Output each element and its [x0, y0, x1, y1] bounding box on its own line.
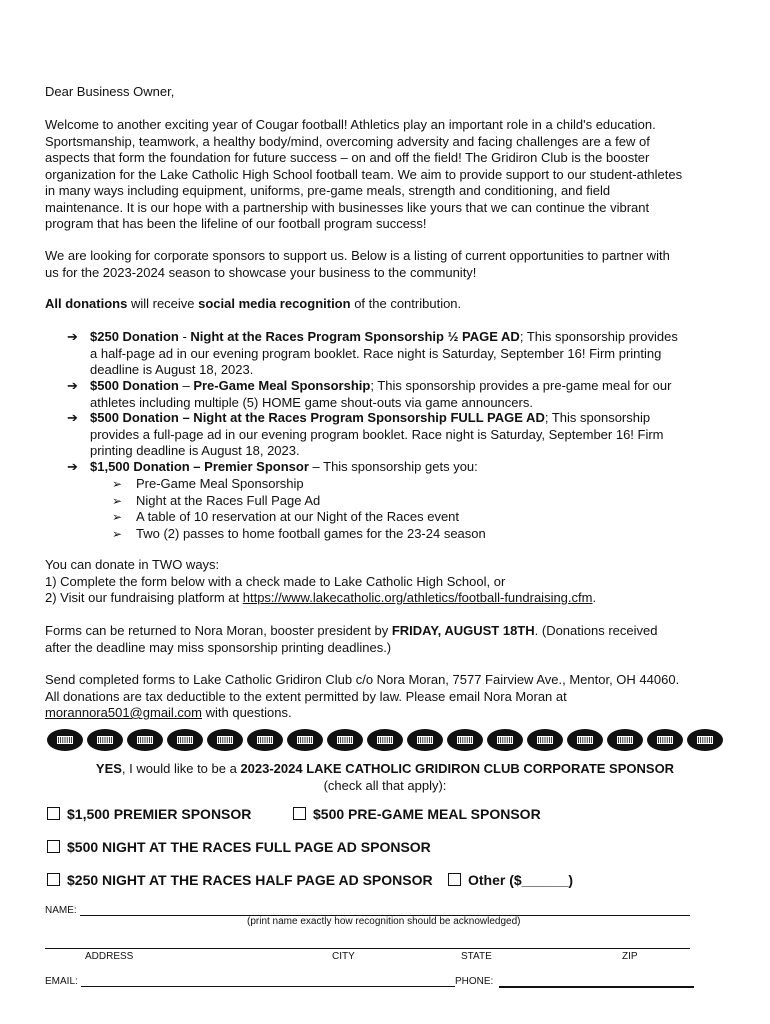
donate-post: . [592, 590, 597, 605]
donate-option-1: 1) Complete the form below with a check made to Lake Catholic High School, or [45, 573, 506, 589]
forms-post: . (Donations received [534, 623, 658, 638]
arrowhead-icon: ➢ [112, 510, 123, 524]
arrow-icon: ➔ [67, 329, 78, 344]
phone-field[interactable] [499, 986, 694, 988]
meal-label: $500 PRE-GAME MEAL SPONSOR [313, 806, 541, 822]
all-donations-mid: will receive [127, 296, 199, 311]
football-icon [607, 729, 643, 751]
football-icon [447, 729, 483, 751]
option-title: Pre-Game Meal Sponsorship [193, 378, 371, 393]
arrow-icon: ➔ [67, 459, 78, 474]
name-label: NAME: [45, 905, 77, 916]
option-500-full-line [90, 410, 650, 427]
football-icon [327, 729, 363, 751]
fundraising-link[interactable]: https://www.lakecatholic.org/athletics/football-fundraising.cfm [242, 590, 593, 605]
option-sep: – [178, 378, 194, 393]
option-rest: – This sponsorship gets you: [308, 459, 478, 474]
phone-label: PHONE: [455, 976, 494, 987]
football-icon [367, 729, 403, 751]
option-rest: ; This sponsorship provides a pre-game meal for our [370, 378, 672, 393]
option-1500-line [90, 459, 478, 476]
football-icon [407, 729, 443, 751]
intro-line: Welcome to another exciting year of Cougar football! Athletics play an important role in a child's education. [45, 117, 656, 132]
option-line: a half-page ad in our evening program booklet. Race night is Saturday, September 16! Firm printing [90, 345, 662, 361]
donate-heading: You can donate in TWO ways: [45, 557, 220, 572]
email-link[interactable]: morannora501@gmail.com [45, 705, 202, 720]
option-amount: $500 Donation [90, 378, 179, 393]
premier-item: A table of 10 reservation at our Night of the Races event [136, 509, 460, 524]
intro-line: program that has been the lifeline of our football program success! [45, 216, 427, 231]
option-amount: $250 Donation [90, 329, 179, 344]
premier-label: $1,500 PREMIER SPONSOR [67, 806, 252, 822]
premier-item: Pre-Game Meal Sponsorship [136, 476, 304, 491]
option-full-page [47, 839, 431, 855]
send-line-1: Send completed forms to Lake Catholic Gridiron Club c/o Nora Moran, 7577 Fairview Ave., Mentor, OH 44060. [45, 672, 680, 687]
zip-label: ZIP [622, 951, 638, 962]
football-icon [167, 729, 203, 751]
greeting: Dear Business Owner, [45, 84, 175, 99]
option-line: provides a full-page ad in our evening program booklet. Race night is Saturday, September 16! Firm [90, 426, 664, 442]
option-250-line [90, 329, 678, 346]
email-label: EMAIL: [45, 976, 78, 987]
city-label: CITY [332, 951, 355, 962]
state-label: STATE [461, 951, 492, 962]
option-sep: - [178, 329, 191, 344]
option-half-page [47, 872, 433, 888]
address-field[interactable] [45, 948, 690, 949]
premier-item: Night at the Races Full Page Ad [136, 492, 321, 508]
intro-line: in many ways including equipment, uniforms, pre-game meals, strength and conditioning, and field [45, 183, 611, 198]
other-checkbox[interactable] [448, 873, 461, 886]
premier-item: Two (2) passes to home football games for the 23-24 season [136, 525, 486, 541]
football-icon [87, 729, 123, 751]
option-rest: ; This sponsorship [544, 410, 651, 425]
deadline-bold: FRIDAY, AUGUST 18TH [391, 623, 535, 638]
option-title: $1,500 Donation – Premier Sponsor [90, 459, 309, 474]
arrowhead-icon: ➢ [112, 493, 123, 508]
sponsor-title-bold: 2023-2024 LAKE CATHOLIC GRIDIRON CLUB CORPORATE SPONSOR [240, 761, 675, 776]
half-page-checkbox[interactable] [47, 873, 60, 886]
intro-line: Sportsmanship, teamwork, a healthy body/mind, overcoming adversity and facing challenges are a few of [45, 133, 650, 149]
check-all-text: (check all that apply): [323, 777, 447, 793]
email-field[interactable] [81, 986, 455, 987]
full-page-label: $500 NIGHT AT THE RACES FULL PAGE AD SPONSOR [67, 839, 431, 855]
arrow-icon: ➔ [67, 410, 78, 425]
premier-checkbox[interactable] [47, 807, 60, 820]
arrowhead-icon: ➢ [112, 526, 123, 541]
all-donations-bold: All donations [45, 296, 128, 311]
yes-bold: YES [95, 761, 122, 776]
half-page-label: $250 NIGHT AT THE RACES HALF PAGE AD SPONSOR [67, 872, 433, 888]
forms-line [45, 623, 657, 640]
football-icon [207, 729, 243, 751]
arrowhead-icon: ➢ [112, 477, 123, 491]
intro-line: maintenance. It is our hope with a partnership with businesses like yours that we can continue the vibrant [45, 199, 650, 215]
option-premier [47, 806, 251, 822]
address-label: ADDRESS [85, 951, 134, 962]
full-page-checkbox[interactable] [47, 840, 60, 853]
social-media-bold: social media recognition [198, 296, 351, 311]
forms-line-2: after the deadline may miss sponsorship printing deadlines.) [45, 639, 392, 655]
football-icon [127, 729, 163, 751]
option-meal [293, 806, 541, 822]
donate-option-2 [45, 590, 596, 607]
football-icon [687, 729, 723, 751]
looking-line: us for the 2023-2024 season to showcase your business to the community! [45, 264, 477, 280]
option-500-meal-line [90, 378, 671, 395]
all-donations-line [45, 296, 461, 313]
football-icon [487, 729, 523, 751]
yes-mid: , I would like to be a [121, 761, 241, 776]
send-post: with questions. [202, 705, 292, 720]
send-line-2: All donations are tax deductible to the extent permitted by law. Please email Nora Moran at [45, 688, 567, 704]
football-icon [287, 729, 323, 751]
football-divider [45, 727, 725, 753]
football-icon [567, 729, 603, 751]
option-title: Night at the Races Program Sponsorship ½ PAGE AD [190, 329, 520, 344]
send-line-3 [45, 705, 292, 722]
football-icon [247, 729, 283, 751]
option-line: athletes including multiple (5) HOME game shout-outs via game announcers. [90, 394, 533, 410]
football-icon [47, 729, 83, 751]
intro-line: organization for the Lake Catholic High School football team. We aim to provide support to our student-athletes [45, 166, 683, 182]
meal-checkbox[interactable] [293, 807, 306, 820]
looking-line: We are looking for corporate sponsors to support us. Below is a listing of current opportunities to partner with [45, 248, 670, 263]
option-line: printing deadline is August 18, 2023. [90, 443, 300, 458]
all-donations-end: of the contribution. [350, 296, 462, 311]
arrow-icon: ➔ [67, 378, 78, 393]
other-label: Other ($______) [468, 872, 574, 888]
forms-pre: Forms can be returned to Nora Moran, booster president by [45, 623, 392, 638]
intro-line: aspects that form the foundation for future success – on and off the field! The Gridiron Club is the booster [45, 150, 650, 165]
name-note: (print name exactly how recognition should be acknowledged) [247, 916, 521, 927]
option-other [448, 872, 573, 888]
option-rest: ; This sponsorship provides [519, 329, 678, 344]
donate-pre: 2) Visit our fundraising platform at [45, 590, 243, 605]
yes-line [45, 761, 725, 778]
football-icon [527, 729, 563, 751]
football-icon [647, 729, 683, 751]
option-title: $500 Donation – Night at the Races Program Sponsorship FULL PAGE AD [90, 410, 545, 425]
option-line: deadline is August 18, 2023. [90, 362, 254, 377]
